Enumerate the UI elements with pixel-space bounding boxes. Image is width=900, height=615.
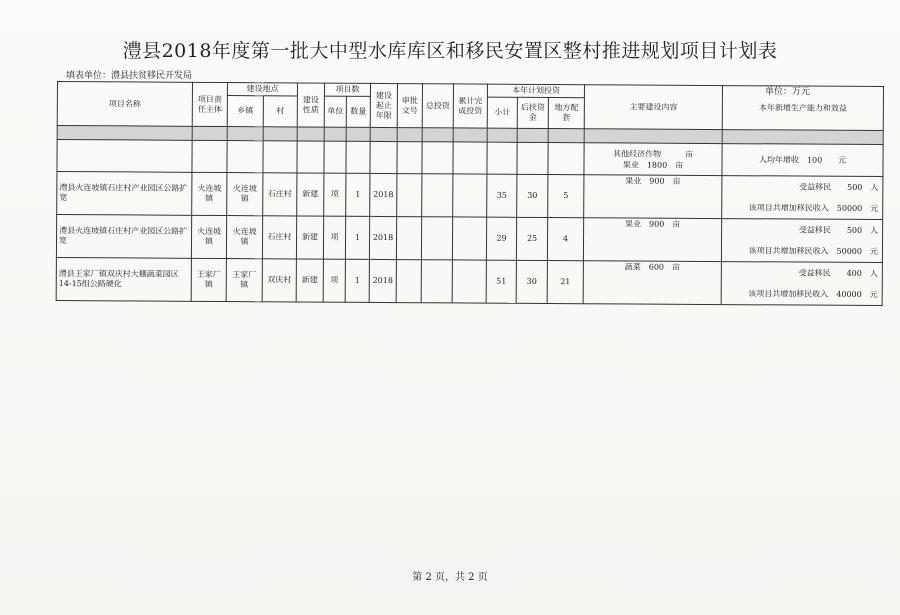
table-row	[57, 172, 883, 220]
cell-num: 1	[345, 216, 369, 259]
cell-cumulative	[452, 260, 486, 303]
summary-row	[57, 140, 883, 177]
summary-benefit-line: 人均年增收 100 元	[758, 155, 847, 165]
header-subtotal: 小计	[487, 97, 517, 128]
benefit-line: 受益移民 400 人	[798, 268, 878, 279]
cell-approval	[396, 217, 421, 260]
cell-num: 1	[345, 259, 369, 302]
header-cumulative: 累计完成投资	[453, 84, 487, 128]
header-benefit: 本年新增生产能力和效益	[722, 86, 883, 131]
cell-name: 澧县火连坡镇石庄村产业园区公路扩宽	[56, 215, 191, 259]
cell-owner: 王家厂镇	[191, 258, 226, 301]
cell-approval	[397, 174, 422, 217]
cell-cumulative	[452, 217, 486, 260]
benefit-line: 受益移民 500 人	[799, 182, 879, 193]
cell-village: 石庄村	[262, 216, 296, 259]
cell-town: 火连坡镇	[227, 173, 263, 216]
cell-content: 蔬菜 600 亩	[583, 261, 721, 305]
header-owner: 项目责任主体	[192, 82, 227, 126]
page-title: 澧县2018年度第一批大中型水库库区和移民安置区整村推进规划项目计划表	[122, 40, 778, 62]
cell-total	[422, 174, 453, 217]
cell-owner: 火连坡镇	[192, 172, 227, 215]
header-total: 总投资	[422, 84, 453, 128]
cell-support: 25	[516, 217, 547, 260]
header-quantity: 项目数	[324, 83, 370, 96]
header-content: 主要建设内容	[584, 85, 722, 130]
table-row	[56, 215, 882, 263]
header-name: 项目名称	[57, 82, 192, 127]
cell-name: 澧县火连坡镇石庄村产业园区公路扩宽	[57, 172, 192, 216]
money-unit: 单位：万元	[765, 87, 811, 97]
cell-unit: 项	[323, 216, 345, 259]
page-footer: 第 2 页，共 2 页	[412, 572, 488, 583]
cell-num: 1	[346, 173, 370, 216]
table-row	[56, 257, 882, 305]
cell-period: 2018	[370, 173, 397, 216]
header-approval: 审批文号	[397, 84, 422, 128]
plan-table	[56, 81, 884, 306]
benefit-line: 该项目共增加移民收入 40000 元	[748, 289, 878, 300]
benefit-line: 该项目共增加移民收入 50000 元	[748, 246, 879, 257]
summary-content	[584, 143, 722, 176]
cell-local: 4	[547, 217, 583, 260]
plan-table-wrapper	[56, 81, 883, 306]
cell-local: 5	[548, 175, 584, 218]
cell-period: 2018	[369, 216, 396, 259]
cell-village: 石庄村	[263, 173, 297, 216]
cell-content: 果业 900 亩	[583, 218, 721, 262]
cell-local: 21	[547, 260, 583, 303]
cell-benefit	[722, 176, 883, 220]
cell-subtotal: 35	[487, 174, 517, 217]
filler-unit: 填表单位：澧县扶贫移民开发局	[66, 71, 193, 81]
summary-content-line: 果业 1800 亩	[622, 159, 684, 170]
benefit-line: 受益移民 500 人	[798, 225, 879, 236]
header-village: 村	[263, 96, 297, 127]
cell-nature: 新建	[296, 216, 323, 259]
cell-subtotal: 29	[486, 217, 516, 260]
summary-benefit	[722, 144, 883, 177]
summary-content-line: 其他经济作物 亩	[613, 148, 694, 159]
header-local: 地方配套	[548, 98, 584, 129]
cell-unit: 项	[324, 173, 346, 216]
cell-unit: 项	[323, 259, 345, 302]
header-annual: 本年计划投资	[487, 84, 584, 98]
cell-period: 2018	[369, 259, 396, 302]
cell-total	[421, 217, 452, 260]
cell-cumulative	[453, 174, 487, 217]
cell-subtotal: 51	[486, 260, 516, 303]
cell-benefit	[721, 262, 882, 306]
cell-village: 双庆村	[262, 259, 296, 302]
header-qty-num: 数量	[346, 96, 370, 127]
benefit-line: 该项目共增加移民收入 50000 元	[748, 203, 879, 214]
cell-total	[421, 260, 452, 303]
header-nature: 建设性质	[297, 83, 324, 127]
cell-town: 王家厂镇	[226, 259, 262, 302]
header-period: 建设起止年限	[370, 83, 397, 127]
cell-name: 澧县王家厂镇双庆村大棚蔬菜园区14-15组公路硬化	[56, 257, 191, 301]
cell-approval	[396, 260, 421, 303]
header-support: 后扶资金	[517, 97, 548, 128]
cell-benefit	[721, 219, 882, 263]
header-town: 乡镇	[227, 96, 263, 127]
header-qty-unit: 单位	[324, 96, 346, 127]
cell-town: 火连坡镇	[226, 216, 262, 259]
cell-nature: 新建	[297, 173, 324, 216]
cell-owner: 火连坡镇	[191, 215, 226, 258]
cell-support: 30	[517, 174, 548, 217]
cell-content: 果业 900 亩	[584, 175, 722, 219]
cell-nature: 新建	[296, 259, 323, 302]
cell-support: 30	[516, 260, 547, 303]
header-location: 建设地点	[227, 83, 297, 96]
